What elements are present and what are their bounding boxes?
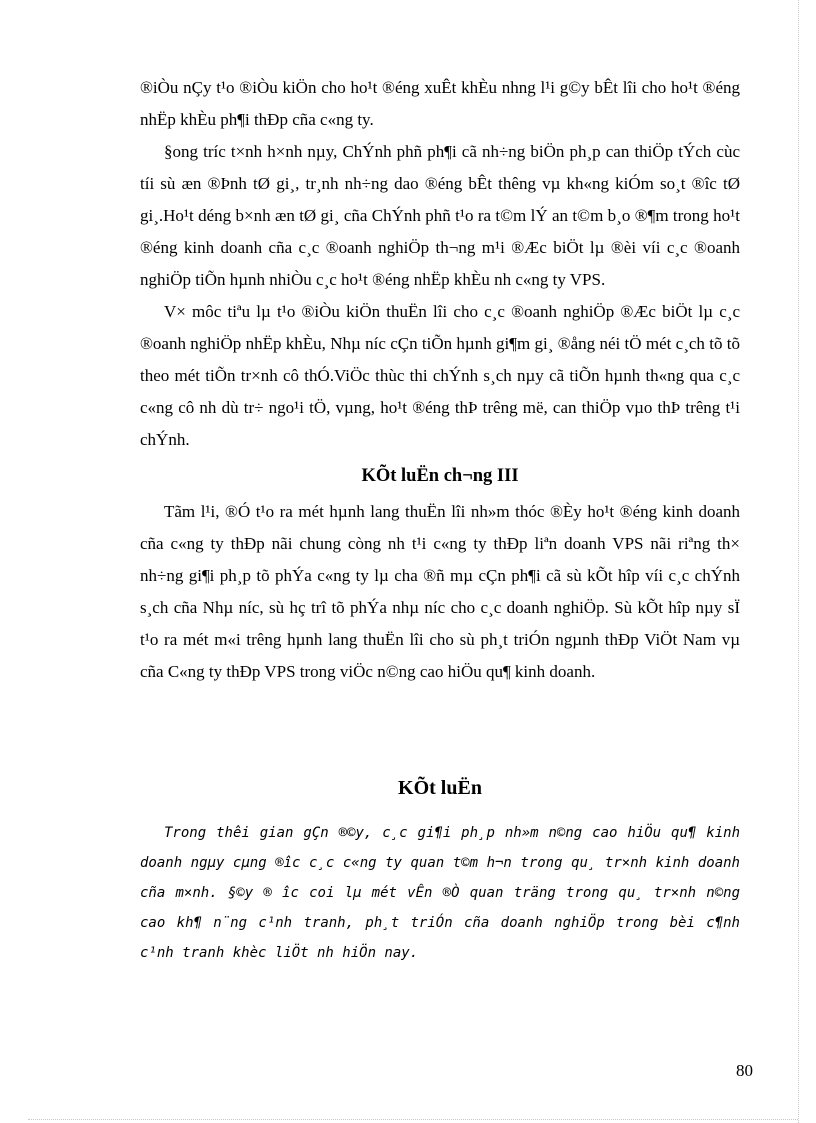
paragraph-2: §ong tríc t×nh h×nh nµy, ChÝnh phñ ph¶i cã nh÷ng biÖn ph¸p can thiÖp tÝch cùc tíi sù æn ®Þnh tØ gi¸, tr¸nh nh÷ng dao ®éng bÊt thêng vµ kh«ng kiÓm so¸t ®îc tØ gi¸.Ho¹t déng b×nh æn tØ gi¸ cña ChÝnh phñ t¹o ra t©m lÝ an t©m b¸o ®¶m trong ho¹t ®éng kinh doanh cña c¸c ®oanh nghiÖp th¬ng m¹i ®Æc biÖt lµ ®èi víi c¸c ®oanh nghiÖp tiÕn hµnh nhiÒu c¸c ho¹t ®éng nhËp khÈu nh c«ng ty VPS. (140, 142, 740, 289)
page-border-right (798, 0, 799, 1123)
paragraph-1: ®iÒu nÇy t¹o ®iÒu kiÖn cho ho¹t ®éng xuÊt khÈu nhng l¹i g©y bÊt lîi cho ho¹t ®éng nhËp khÈu ph¶i thÐp cña c«ng ty. (140, 78, 740, 129)
page-border-bottom (28, 1119, 798, 1120)
paragraph-summary: Tãm l¹i, ®Ó t¹o ra mét hµnh lang thuËn lîi nh»m thóc ®Èy ho¹t ®éng kinh doanh cña c«ng ty thÐp nãi chung còng nh t¹i c«ng ty thÐp liªn doanh VPS nãi riªng th× nh÷ng gi¶i ph¸p tõ phÝa c«ng ty lµ cha ®ñ mµ cÇn ph¶i cã sù kÕt hîp víi c¸c chÝnh s¸ch cña Nhµ níc, sù hç trî tõ phÝa nhµ níc cho c¸c doanh nghiÖp. Sù kÕt hîp nµy sÏ t¹o ra mét m«i trêng hµnh lang thuËn lîi cho sù ph¸t triÓn ngµnh thÐp ViÖt Nam vµ cña C«ng ty thÐp VPS trong viÖc n©ng cao hiÖu qu¶ kinh doanh. (140, 502, 740, 681)
conclusion-paragraph: Trong thêi gian gÇn ®©y, c¸c gi¶i ph¸p nh»m n©ng cao hiÖu qu¶ kinh doanh ngµy cµng ®îc c¸c c«ng ty quan t©m h¬n trong qu¸ tr×nh kinh doanh cña m×nh. §©y ® îc coi lµ mét vÊn ®Ò quan träng trong qu¸ tr×nh n©ng cao kh¶ n¨ng c¹nh tranh, ph¸t triÓn cña doanh nghiÖp trong bèi c¶nh c¹nh tranh khèc liÖt nh hiÖn nay. (140, 825, 740, 961)
document-body (140, 72, 740, 968)
page-number: 80 (736, 1061, 753, 1080)
paragraph-3: V× môc tiªu lµ t¹o ®iÒu kiÖn thuËn lîi cho c¸c ®oanh nghiÖp ®Æc biÖt lµ c¸c ®oanh nghiÖp nhËp khÈu, Nhµ níc cÇn tiÕn hµnh gi¶m gi¸ ®ång néi tÖ mét c¸ch tõ tõ theo mét tiÕn tr×nh cô thÓ.ViÖc thùc thi chÝnh s¸ch nµy cã tiÕn hµnh th«ng qua c¸c c«ng cô nh dù tr÷ ngo¹i tÖ, vµng, ho¹t ®éng thÞ trêng më, can thiÖp vµo thÞ trêng t¹i chÝnh. (140, 302, 740, 449)
chapter-conclusion-heading: KÕt luËn ch¬ng III (361, 466, 519, 486)
conclusion-heading: KÕt luËn (398, 777, 482, 799)
